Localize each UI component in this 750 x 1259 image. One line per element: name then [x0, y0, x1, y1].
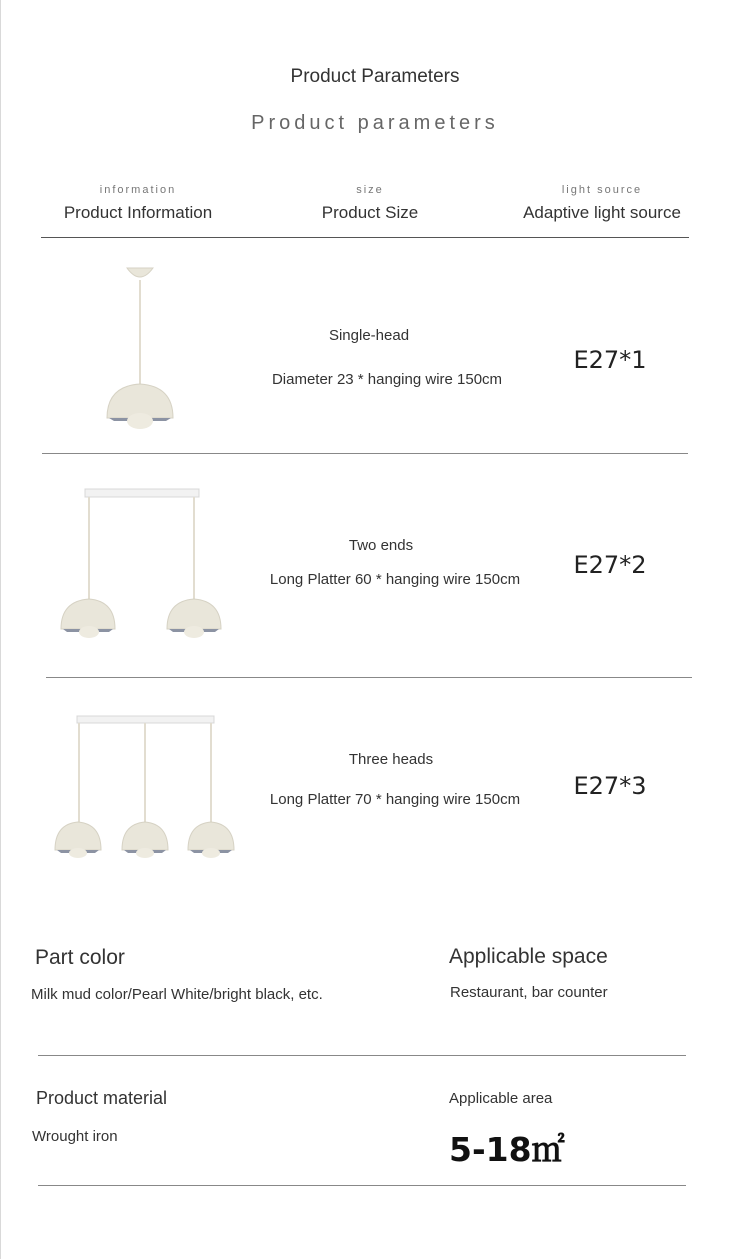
row-name: Three heads [348, 751, 434, 768]
part-color-label: Part color [35, 946, 125, 969]
row-light-source: E27*3 [573, 772, 647, 800]
footer-divider [38, 1185, 686, 1186]
applicable-area-value: 5-18㎡ [449, 1130, 565, 1169]
row-size: Long Platter 60 * hanging wire 150cm [269, 571, 521, 588]
column-header-information: Product Information [63, 203, 213, 222]
row-size: Diameter 23 * hanging wire 150cm [271, 371, 503, 388]
row-size: Long Platter 70 * hanging wire 150cm [269, 791, 521, 808]
column-header-size: Product Size [321, 203, 419, 222]
column-small-light-source: light source [561, 184, 643, 196]
row-divider [46, 677, 692, 678]
double-pendant-lamp-image [55, 485, 235, 645]
row-light-source: E27*1 [573, 346, 647, 374]
row-name: Two ends [348, 537, 414, 554]
single-pendant-lamp-image [100, 260, 180, 435]
part-color-value: Milk mud color/Pearl White/bright black, etc. [31, 986, 323, 1003]
column-header-light-source: Adaptive light source [523, 203, 681, 222]
page-left-border [0, 0, 1, 1259]
row-name: Single-head [328, 327, 410, 344]
page-subtitle: Product parameters [251, 112, 499, 134]
details-divider [38, 1055, 686, 1056]
column-small-size: size [356, 184, 384, 196]
material-label: Product material [36, 1088, 168, 1108]
material-value: Wrought iron [32, 1128, 118, 1145]
row-divider [42, 453, 688, 454]
header-divider [41, 237, 689, 238]
applicable-area-label: Applicable area [449, 1090, 553, 1107]
applicable-space-value: Restaurant, bar counter [450, 984, 608, 1001]
triple-pendant-lamp-image [50, 710, 250, 870]
column-small-information: information [99, 184, 177, 196]
applicable-space-label: Applicable space [449, 945, 608, 968]
row-light-source: E27*2 [573, 551, 647, 579]
page-title: Product Parameters [290, 66, 460, 87]
